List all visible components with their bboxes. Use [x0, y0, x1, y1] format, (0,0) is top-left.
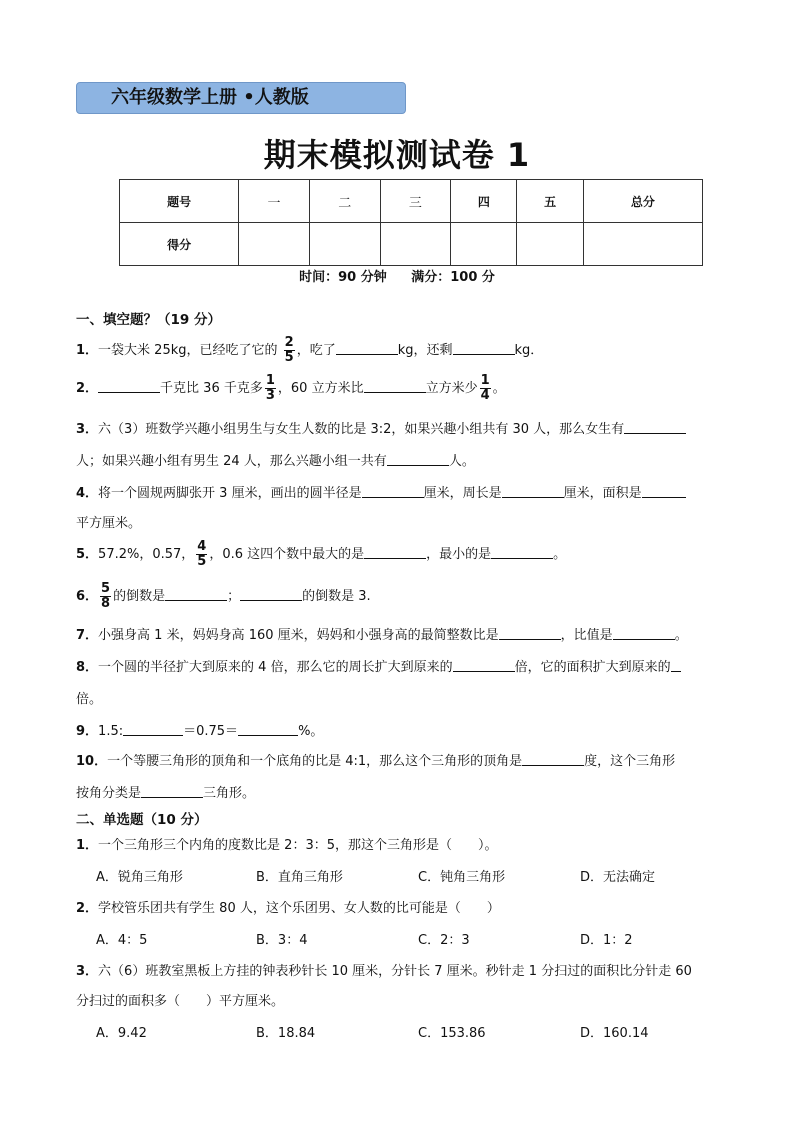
fraction [480, 374, 491, 403]
question-text: ； [227, 589, 241, 604]
question-text: 将一个圆规两脚张开 3 厘米，画出的圆半径是 [98, 486, 362, 501]
question-text: 一个等腰三角形的顶角和一个底角的比是 4:1，那么这个三角形的顶角是 [107, 754, 523, 769]
option-b[interactable]: B．18.84 [256, 1026, 316, 1041]
header-cell: 三 [380, 180, 451, 223]
question-text: kg． [514, 343, 544, 358]
question-text: 倍。 [76, 692, 103, 707]
question-number: 5． [76, 547, 99, 562]
score-table [119, 179, 703, 266]
question-text: 小强身高 1 米，妈妈身高 160 厘米，妈妈和小强身高的最简整数比是 [98, 628, 499, 643]
question-text: kg，还剩 [397, 343, 453, 358]
option-a[interactable]: A．9.42 [96, 1026, 147, 1041]
denominator: 8 [101, 596, 111, 611]
answer-blank[interactable] [491, 546, 553, 559]
question-1-5 [76, 540, 750, 569]
header-cell: 一 [239, 180, 310, 223]
question-text: 千克比 36 千克多 [160, 381, 263, 396]
question-text: 厘米，周长是 [423, 486, 502, 501]
question-text: 立方米少 [425, 381, 478, 396]
score-cell[interactable] [380, 223, 451, 266]
question-text: 分扫过的面积多（ ）平方厘米。 [76, 994, 285, 1009]
score-cell[interactable] [239, 223, 310, 266]
header-cell: 五 [517, 180, 583, 223]
question-number: 1． [76, 343, 99, 358]
answer-blank[interactable] [238, 723, 298, 736]
denominator: 4 [480, 388, 490, 403]
fraction [100, 582, 111, 611]
full-score: 满分：100 分 [411, 270, 495, 285]
grade-banner: 六年级数学上册 •人教版 [76, 82, 406, 114]
question-text: 的倒数是 3. [302, 589, 371, 604]
question-1-4 [76, 482, 750, 501]
header-cell: 题号 [120, 180, 239, 223]
question-1-3-line2 [76, 450, 750, 469]
question-number: 10． [76, 754, 108, 769]
header-cell: 总分 [583, 180, 702, 223]
question-text: 三角形。 [203, 786, 256, 801]
question-1-6 [76, 582, 750, 611]
score-table-score-row [120, 223, 703, 266]
question-text: 一袋大米 25kg，已经吃了它的 [98, 343, 278, 358]
numerator: 4 [197, 539, 207, 554]
section-title: 二、单选题（10 分） [76, 812, 208, 828]
numerator: 2 [284, 335, 294, 350]
question-1-1 [76, 336, 750, 365]
question-text: 六（3）班数学兴趣小组男生与女生人数的比是 3:2，如果兴趣小组共有 30 人，那么女生有 [98, 422, 625, 437]
option-a[interactable]: A．锐角三角形 [96, 870, 183, 885]
question-number: 3． [76, 422, 99, 437]
question-text: 的倒数是 [113, 589, 166, 604]
answer-blank[interactable] [453, 342, 515, 355]
answer-blank[interactable] [336, 342, 398, 355]
answer-blank[interactable] [364, 546, 426, 559]
question-text: %。 [298, 724, 324, 739]
question-2-3-line2 [76, 990, 750, 1009]
answer-blank[interactable] [624, 421, 686, 434]
question-text: 平方厘米。 [76, 516, 142, 531]
time-limit: 时间：90 分钟 [299, 270, 387, 285]
score-cell[interactable] [517, 223, 583, 266]
page-title: 期末模拟测试卷 1 [263, 136, 531, 174]
question-text: 1.5: [98, 724, 124, 739]
score-cell[interactable] [451, 223, 517, 266]
question-text: 。 [553, 547, 567, 562]
answer-blank[interactable] [671, 659, 681, 672]
option-d[interactable]: D．无法确定 [580, 870, 656, 885]
answer-blank[interactable] [240, 588, 302, 601]
question-number: 9． [76, 724, 99, 739]
score-label-cell: 得分 [120, 223, 239, 266]
question-text: ，吃了 [296, 343, 336, 358]
answer-blank[interactable] [453, 659, 515, 672]
score-cell[interactable] [309, 223, 380, 266]
question-text: 人；如果兴趣小组有男生 24 人，那么兴趣小组一共有 [76, 454, 387, 469]
answer-blank[interactable] [499, 627, 561, 640]
question-text: ，0.6 这四个数中最大的是 [209, 547, 365, 562]
answer-blank[interactable] [123, 723, 183, 736]
question-text: ，60 立方米比 [277, 381, 364, 396]
answer-blank[interactable] [165, 588, 227, 601]
question-number: 6． [76, 589, 99, 604]
fraction [196, 540, 207, 569]
option-b[interactable]: B．直角三角形 [256, 870, 343, 885]
question-1-8-line2 [76, 688, 750, 707]
fraction [265, 374, 276, 403]
question-1-8 [76, 656, 750, 675]
numerator: 1 [265, 373, 275, 388]
question-number: 2． [76, 901, 99, 916]
option-d[interactable]: D．1：2 [580, 933, 633, 948]
question-2-1 [76, 834, 750, 853]
option-c[interactable]: C．钝角三角形 [418, 870, 506, 885]
answer-blank[interactable] [522, 753, 584, 766]
answer-blank[interactable] [613, 627, 675, 640]
question-text: 倍，它的面积扩大到原来的 [514, 660, 671, 675]
option-c[interactable]: C．2：3 [418, 933, 470, 948]
score-cell[interactable] [583, 223, 702, 266]
answer-blank[interactable] [98, 380, 160, 393]
answer-blank[interactable] [364, 380, 426, 393]
question-text: 度，这个三角形 [584, 754, 676, 769]
question-text: 。 [492, 381, 506, 396]
question-text: ，比值是 [560, 628, 613, 643]
denominator: 5 [197, 554, 207, 569]
numerator: 1 [480, 373, 490, 388]
answer-blank[interactable] [642, 485, 686, 498]
question-1-2 [76, 374, 750, 403]
option-a[interactable]: A．4：5 [96, 933, 148, 948]
header-cell: 四 [451, 180, 517, 223]
denominator: 5 [284, 350, 294, 365]
option-d[interactable]: D．160.14 [580, 1026, 649, 1041]
question-1-10-line2 [76, 782, 750, 801]
option-b[interactable]: B．3：4 [256, 933, 308, 948]
option-c[interactable]: C．153.86 [418, 1026, 486, 1041]
question-text: 厘米，面积是 [563, 486, 642, 501]
answer-blank[interactable] [502, 485, 564, 498]
denominator: 3 [265, 388, 275, 403]
question-number: 8． [76, 660, 99, 675]
question-number: 2． [76, 381, 99, 396]
question-text: 六（6）班教室黑板上方挂的钟表秒针长 10 厘米，分针长 7 厘米。秒针走 1 分扫过的面积比分针走 60 [98, 964, 692, 979]
question-1-9 [76, 720, 750, 739]
question-2-2 [76, 897, 750, 916]
question-1-10 [76, 750, 750, 769]
question-2-3 [76, 960, 750, 979]
question-text: 一个圆的半径扩大到原来的 4 倍，那么它的周长扩大到原来的 [98, 660, 453, 675]
fraction [284, 336, 295, 365]
question-text: 。 [674, 628, 688, 643]
question-text: 57.2%，0.57， [98, 547, 195, 562]
section-title: 一、填空题？（19 分） [76, 312, 221, 328]
question-text: 按角分类是 [76, 786, 142, 801]
question-number: 1． [76, 838, 99, 853]
answer-blank[interactable] [141, 785, 203, 798]
question-number: 7． [76, 628, 99, 643]
question-text: ，最小的是 [426, 547, 492, 562]
header-cell: 二 [309, 180, 380, 223]
question-1-7 [76, 624, 750, 643]
answer-blank[interactable] [387, 453, 449, 466]
answer-blank[interactable] [362, 485, 424, 498]
question-number: 4． [76, 486, 99, 501]
question-text: 一个三角形三个内角的度数比是 2：3：5，那这个三角形是（ ）。 [98, 838, 498, 853]
question-text: ＝0.75＝ [183, 724, 239, 739]
score-table-header-row [120, 180, 703, 223]
exam-info [0, 266, 794, 285]
question-text: 学校管乐团共有学生 80 人，这个乐团男、女人数的比可能是（ ） [98, 901, 500, 916]
question-number: 3． [76, 964, 99, 979]
question-1-3 [76, 418, 750, 437]
question-text: 人。 [448, 454, 475, 469]
question-1-4-line2 [76, 512, 750, 531]
numerator: 5 [101, 581, 111, 596]
